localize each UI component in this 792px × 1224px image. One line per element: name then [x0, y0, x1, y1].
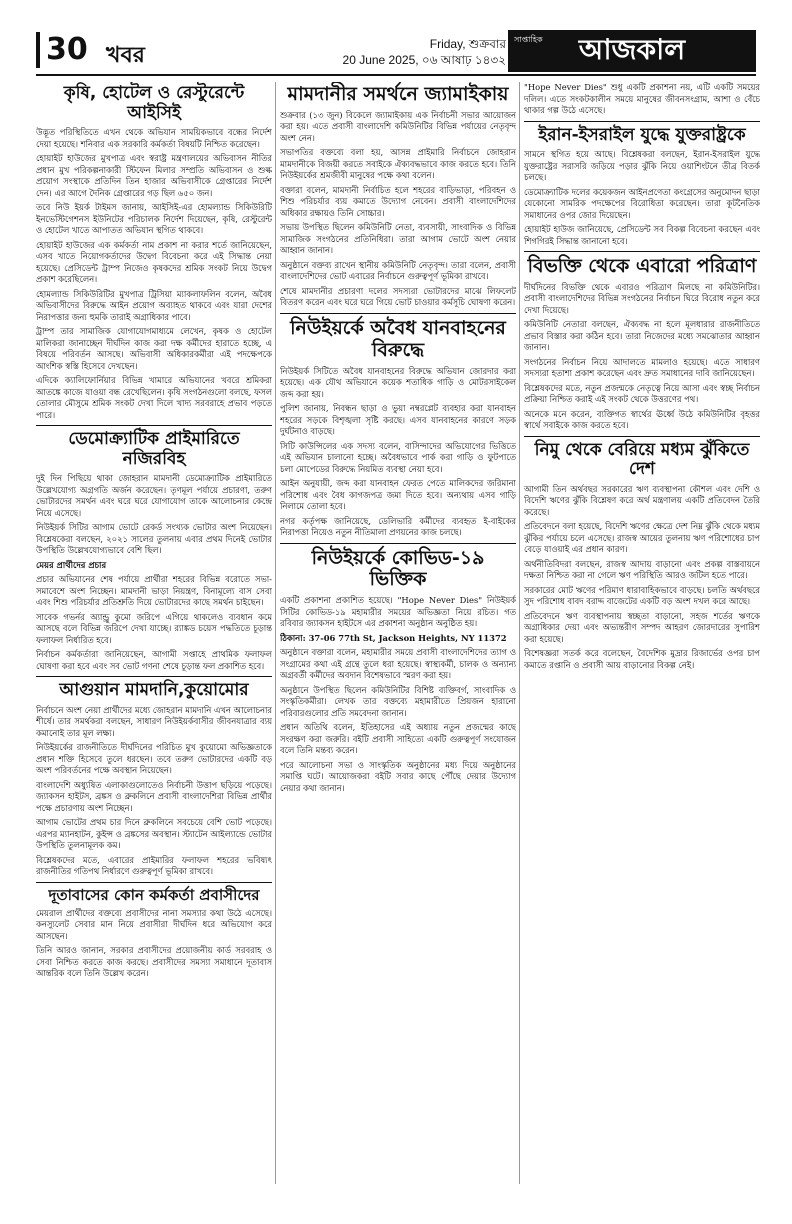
headline: ইরান-ইসরাইল যুদ্ধে যুক্তরাষ্ট্রকে — [538, 124, 746, 145]
column-divider — [519, 82, 520, 1184]
paragraph: শেষে মামদানীর প্রচারণা দলের সদস্যরা ভোটারদের মাঝে লিফলেট বিতরণ করেন এবং ঘরে ঘরে গিয়ে ভোট চাওয়ার কর্মসূচি ঘোষণা করেন। — [280, 285, 516, 308]
paragraph: সাবেক গভর্নর অ্যান্ড্রু কুমো জরিপে এগিয়ে থাকলেও ব্যবধান কমে আসছে বলে বিভিন্ন জরিপে দেখা যাচ্ছে। র‍্যাঙ্কড চয়েস পদ্ধতিতে চূড়ান্ত ফলাফল নির্ধারিত হবে। — [36, 611, 272, 645]
dateline — [343, 36, 506, 68]
paragraph: আইন অনুযায়ী, জব্দ করা যানবাহন ফেরত পেতে মালিকদের জরিমানা পরিশোধ এবং বৈধ কাগজপত্র জমা দিতে হবে। অন্যথায় এসব গাড়ি নিলামে তোলা হবে। — [280, 478, 516, 512]
paragraph: অনুষ্ঠানে বক্তারা বলেন, মহামারীর সময়ে প্রবাসী বাংলাদেশিদের ত্যাগ ও সংগ্রামের কথা এই গ্রন্থে তুলে ধরা হয়েছে। স্বাস্থ্যকর্মী, চালক ও অন্যান্য অগ্রবর্তী কর্মীদের অবদান বিশেষভাবে স্মরণ করা হয়। — [280, 647, 516, 681]
paragraph: নির্বাচনে অংশ নেয়া প্রার্থীদের মধ্যে জোহরান মামদানি এখন আলোচনার শীর্ষে। তার সমর্থকরা বলছেন, সাধারণ নিউইয়র্কবাসীর জীবনযাত্রার ব্যয় কমানোই তার মূল লক্ষ্য। — [36, 704, 272, 738]
paragraph: ডেমোক্র্যাটিক দলের কয়েকজন আইনপ্রণেতা কংগ্রেসের অনুমোদন ছাড়া যেকোনো সামরিক পদক্ষেপের বিরোধিতা করেছেন। তারা কূটনৈতিক সমাধানের ওপর জোর দিয়েছেন। — [524, 186, 760, 220]
divider — [524, 121, 760, 122]
paragraph: উদ্ভূত পরিস্থিতিতে এখন থেকে অভিযান সাময়িকভাবে বন্ধের নির্দেশ দেয়া হয়েছে। শনিবার এক সরকারি কর্মকর্তা বিষয়টি নিশ্চিত করেছেন। — [36, 127, 272, 149]
paragraph: আগামী তিন অর্থবছর সরকারের ঋণ ব্যবস্থাপনা কৌশল এবং দেশি ও বিদেশি ঋণের ঝুঁকি বিশ্লেষণ করে অর্থ মন্ত্রণালয় একটি প্রতিবেদন তৈরি করেছে। — [524, 483, 760, 517]
article-covid-book — [280, 548, 516, 795]
article-mamdani-cuomo — [36, 681, 272, 878]
paragraph: নিউইয়র্ক সিটিতে অবৈধ যানবাহনের বিরুদ্ধে অভিযান জোরদার করা হয়েছে। এক যৌথ অভিযানে কয়েক শতাধিক গাড়ি ও মোটরসাইকেল জব্দ করা হয়। — [280, 365, 516, 399]
paragraph: পরে আলোচনা সভা ও সাংস্কৃতিক অনুষ্ঠানের মধ্য দিয়ে অনুষ্ঠানের সমাপ্তি ঘটে। আয়োজকরা বইটি সবার কাছে পৌঁছে দেয়ার উদ্যোগ নেয়ার কথা জানান। — [280, 759, 516, 793]
issue-day: Friday, শুক্রবার — [429, 37, 506, 51]
paragraph: সরকারের মোট ঋণের পরিমাণ ধারাবাহিকভাবে বাড়ছে। চলতি অর্থবছরে সুদ পরিশোধ বাবদ বরাদ্দ বাজেটের একটি বড় অংশ দখল করে আছে। — [524, 584, 760, 607]
headline: আগুয়ান মামদানি,কুয়োমোর — [59, 680, 249, 701]
logo-tagline: সাপ্তাহিক — [514, 35, 543, 44]
divider — [280, 543, 516, 544]
paragraph: ট্রাম্প তার সামাজিক যোগাযোগমাধ্যমে লেখেন, কৃষক ও হোটেল মালিকরা জানাচ্ছেন দীর্ঘদিন কাজ করা দক্ষ কর্মীদের হারাতে হচ্ছে, এ বিষয়ে পরিবর্তন আসছে। অভিবাসী অধিকারকর্মীরা এই পদক্ষেপকে আংশিক স্বস্তি হিসেবে দেখছেন। — [36, 326, 272, 371]
paragraph: তবে নিউ ইয়র্ক টাইমস জানায়, আইসিই-এর হোমল্যান্ড সিকিউরিটি ইনভেস্টিগেশনস ইউনিটের পরিচালক নির্দেশ দিয়েছেন, কৃষি, রেস্টুরেন্ট ও হোটেল খাতে আপাতত অভিযান স্থগিত থাকবে। — [36, 202, 272, 236]
headline: নিউইয়র্কে অবৈধ যানবাহনের বিরুদ্ধে — [290, 316, 506, 361]
paragraph: নিউইয়র্কের রাজনীতিতে দীর্ঘদিনের পরিচিত মুখ কুয়োমো অভিজ্ঞতাকে প্রধান শক্তি হিসেবে তুলে ধরছেন। তবে তরুণ ভোটারদের একটি বড় অংশ পরিবর্তনের পক্ষে অবস্থান নিয়েছেন। — [36, 742, 272, 776]
column-divider — [275, 82, 276, 1184]
article-iran-israel — [524, 126, 760, 248]
page-number: 30 — [36, 32, 88, 68]
paragraph: আগাম ভোটের প্রথম চার দিনে ব্রুকলিনে সবচেয়ে বেশি ভোট পড়েছে। এরপর ম্যানহাটন, কুইন্স ও ব্রঙ্কসের অবস্থান। স্ট্যাটেন আইল্যান্ডে ভোটার উপস্থিতি তুলনামূলক কম। — [36, 817, 272, 851]
paragraph: নগর কর্তৃপক্ষ জানিয়েছে, ডেলিভারি কর্মীদের ব্যবহৃত ই-বাইকের নিরাপত্তা নিয়েও নতুন নীতিমালা প্রণয়নের কাজ চলছে। — [280, 515, 516, 538]
divider — [524, 436, 760, 437]
paragraph: দুই দিন পিছিয়ে থাকা জোহরান মামদানী ডেমোক্র্যাটিক প্রাইমারিতে উল্লেখযোগ্য অগ্রগতি অর্জন করেছেন। তৃণমূল পর্যায়ে প্রচারণা, তরুণ ভোটারদের সমর্থন এবং ঘরে ঘরে যোগাযোগ তাকে আলোচনার কেন্দ্রে নিয়ে এসেছে। — [36, 473, 272, 518]
divider — [524, 251, 760, 252]
paragraph: সিটি কাউন্সিলের এক সদস্য বলেন, বাসিন্দাদের অভিযোগের ভিত্তিতে এই অভিযান চালানো হচ্ছে। অবৈধভাবে পার্ক করা গাড়ি ও ফুটপাতে চলা মোপেডের বিরুদ্ধে নিয়মিত ব্যবস্থা নেয়া হবে। — [280, 440, 516, 474]
column-1 — [36, 82, 272, 1184]
paragraph: হোয়াইট হাউজের মুখপাত্র এবং স্বরাষ্ট্র মন্ত্রণালয়ের অভিবাসন নীতির প্রধান মুখ পরিকল্পনাকারী স্টিফেন মিলার সম্প্রতি অভিবাসন ও শুল্ক প্রয়োগ সংস্থাকে প্রতিদিন তিন হাজার অভিবাসীকে গ্রেপ্তারের নির্দেশ দেন। এর আগে দৈনিক গ্রেপ্তারের গড় ছিল ৬৫০ জন। — [36, 153, 272, 198]
article-embassy — [36, 887, 272, 980]
article-continued — [524, 82, 760, 117]
headline: দূতাবাসের কোন কর্মকর্তা প্রবাসীদের — [48, 885, 260, 904]
paragraph: প্রতিবেদনে ঋণ ব্যবস্থাপনায় স্বচ্ছতা বাড়ানো, সহজ শর্তের ঋণকে অগ্রাধিকার দেয়া এবং অভ্যন্তরীণ সম্পদ আহরণ জোরদারের সুপারিশ করা হয়েছে। — [524, 610, 760, 644]
paragraph: "Hope Never Dies" শুধু একটি প্রকাশনা নয়, এটি একটি সময়ের দলিল। এতে সংকটকালীন সময়ে মানুষের জীবনসংগ্রাম, আশা ও বেঁচে থাকার গল্প উঠে এসেছে। — [524, 82, 760, 115]
paragraph: অনেকে মনে করেন, ব্যক্তিগত স্বার্থের ঊর্ধ্বে উঠে কমিউনিটির বৃহত্তর স্বার্থে সবাইকে কাজ করতে হবে। — [524, 408, 760, 431]
headline: ডেমোক্র্যাটিক প্রাইমারিতে নজিরবিহ — [68, 429, 240, 469]
newspaper-logo — [508, 30, 756, 72]
article-jamaica-rally — [280, 84, 516, 309]
paragraph: বিশ্লেষকদের মতে, নতুন প্রজন্মকে নেতৃত্বে নিয়ে আসা এবং স্বচ্ছ নির্বাচন প্রক্রিয়া নিশ্চিত করাই এই সংকট থেকে উত্তরণের পথ। — [524, 382, 760, 405]
paragraph: মেয়রাল প্রার্থীদের বক্তব্যে প্রবাসীদের নানা সমস্যার কথা উঠে এসেছে। কনস্যুলেট সেবার মান নিয়ে প্রবাসীরা দীর্ঘদিন ধরে অভিযোগ করে আসছেন। — [36, 907, 272, 941]
article-primary — [36, 430, 272, 672]
article-debt-risk — [524, 441, 760, 672]
paragraph: বিশ্লেষকদের মতে, এবারের প্রাইমারির ফলাফল শহরের ভবিষ্যৎ রাজনীতির গতিপথ নির্ধারণে গুরুত্বপূর্ণ ভূমিকা রাখবে। — [36, 854, 272, 877]
paragraph: তিনি আরও জানান, সরকার প্রবাসীদের প্রয়োজনীয় কার্ড সরবরাহ ও সেবা নিশ্চিত করতে কাজ করছে। প্রবাসীদের সমস্যা সমাধানে দূতাবাস আন্তরিক বলে তিনি উল্লেখ করেন। — [36, 945, 272, 979]
paragraph: সভায় উপস্থিত ছিলেন কমিউনিটি নেতা, ব্যবসায়ী, সাংবাদিক ও বিভিন্ন সামাজিক সংগঠনের প্রতিনিধিরা। তারা আগাম ভোটে অংশ নেয়ার আহ্বান জানান। — [280, 222, 516, 256]
paragraph: বক্তারা বলেন, মামদানী নির্বাচিত হলে শহরের বাড়িভাড়া, পরিবহন ও শিশু পরিচর্যার ব্যয় কমাতে উদ্যোগ নেবেন। প্রবাসী বাংলাদেশিদের অধিকার রক্ষায়ও তিনি সোচ্চার। — [280, 184, 516, 218]
headline: নিউইয়র্কে কোভিড-১৯ ভিক্তিক — [311, 546, 485, 591]
paragraph: দীর্ঘদিনের বিভক্তি থেকে এবারও পরিত্রাণ মিলছে না কমিউনিটির। প্রবাসী বাংলাদেশিদের বিভিন্ন সংগঠনের নির্বাচন ঘিরে বিরোধ নতুন করে দেখা দিয়েছে। — [524, 281, 760, 315]
paragraph: প্রচার অভিযানের শেষ পর্যায়ে প্রার্থীরা শহরের বিভিন্ন বরোতে সভা-সমাবেশে অংশ নিচ্ছেন। মামদানী ভাড়া নিয়ন্ত্রণ, বিনামূল্যে বাস সেবা এবং শিশু পরিচর্যার প্রতিশ্রুতি দিয়ে ভোটারদের কাছে সমর্থন চাইছেন। — [36, 574, 272, 608]
paragraph: নির্বাচন কর্মকর্তারা জানিয়েছেন, আগামী সপ্তাহে প্রাথমিক ফলাফল ঘোষণা করা হবে এবং সব ভোট গণনা শেষে চূড়ান্ত ফল প্রকাশিত হবে। — [36, 649, 272, 671]
article-division — [524, 256, 760, 432]
paragraph: বিশেষজ্ঞরা সতর্ক করে বলেছেন, বৈদেশিক মুদ্রার রিজার্ভের ওপর চাপ কমাতে রপ্তানি ও প্রবাসী আয় বাড়ানোর বিকল্প নেই। — [524, 648, 760, 670]
divider — [280, 313, 516, 314]
paragraph: হোমল্যান্ড সিকিউরিটির মুখপাত্র ট্রিসিয়া ম্যাকলাফলিন বলেন, অবৈধ অভিবাসীদের বিরুদ্ধে আইন প্রয়োগ অব্যাহত থাকবে এবং যারা দেশের নিরাপত্তার জন্য হুমকি তারাই অগ্রাধিকার পাবে। — [36, 288, 272, 322]
paragraph: হোয়াইট হাউজ জানিয়েছে, প্রেসিডেন্ট সব বিকল্প বিবেচনা করছেন এবং শিগগিরই সিদ্ধান্ত জানানো হবে। — [524, 224, 760, 246]
logo-text: আজকাল — [578, 32, 686, 66]
article-ice — [36, 84, 272, 421]
paragraph: অনুষ্ঠানে বক্তব্য রাখেন স্থানীয় কমিউনিটি নেতৃবৃন্দ। তারা বলেন, প্রবাসী বাংলাদেশিদের ভোট এবারের নির্বাচনে গুরুত্বপূর্ণ ভূমিকা রাখবে। — [280, 259, 516, 282]
paragraph: হোয়াইট হাউজের এক কর্মকর্তা নাম প্রকাশ না করার শর্তে জানিয়েছেন, এসব খাতে নিয়োগকর্তাদের উদ্বেগ বিবেচনা করে এই সিদ্ধান্ত নেয়া হয়েছে। প্রেসিডেন্ট ট্রাম্প নিজেও কৃষকদের শ্রমিক সংকট নিয়ে উদ্বেগ প্রকাশ করেছিলেন। — [36, 239, 272, 285]
article-illegal-vehicles — [280, 318, 516, 539]
paragraph: অর্থনীতিবিদরা বলছেন, রাজস্ব আদায় বাড়ানো এবং প্রকল্প বাস্তবায়নে দক্ষতা নিশ্চিত করা না গেলে ঋণ পরিস্থিতি আরও জটিল হতে পারে। — [524, 558, 760, 581]
divider — [36, 425, 272, 426]
subheading: মেয়র প্রার্থীদের প্রচার — [36, 559, 107, 570]
paragraph: এদিকে ক্যালিফোর্নিয়ার বিভিন্ন খামারে অভিযানের খবরে শ্রমিকরা আতঙ্কে কাজে যাওয়া বন্ধ রেখেছিলেন। কৃষি সংগঠনগুলো বলছে, ফসল তোলার মৌসুমে শ্রমিক সংকট দেখা দিলে খাদ্য সরবরাহে প্রভাব পড়তে পারে। — [36, 375, 272, 420]
issue-date: 20 June 2025, ০৬ আষাঢ় ১৪৩২ — [342, 53, 506, 67]
paragraph: কমিউনিটি নেতারা বলছেন, ঐক্যবদ্ধ না হলে মূলধারার রাজনীতিতে প্রভাব বিস্তার করা কঠিন হবে। তারা নিজেদের মধ্যে সমঝোতার আহ্বান জানান। — [524, 319, 760, 353]
headline: কৃষি, হোটেল ও রেস্টুরেন্টে আইসিই — [63, 83, 245, 123]
paragraph: সংগঠনের নির্বাচন নিয়ে আদালতে মামলাও হয়েছে। এতে সাধারণ সদস্যরা হতাশা প্রকাশ করেছেন এবং দ্রুত সমাধানের দাবি জানিয়েছেন। — [524, 356, 760, 379]
headline: নিমু থেকে বেরিয়ে মধ্যম ঝুঁকিতে দেশ — [534, 439, 750, 480]
headline: মামদানীর সমর্থনে জ্যামাইকায় — [287, 83, 509, 105]
paragraph: প্রধান অতিথি বলেন, ইতিহাসের এই অধ্যায় নতুন প্রজন্মের কাছে সংরক্ষণ করা জরুরি। বইটি প্রবাসী সাহিত্যে একটি গুরুত্বপূর্ণ সংযোজন বলে তিনি মন্তব্য করেন। — [280, 722, 516, 756]
paragraph: প্রতিবেদনে বলা হয়েছে, বিদেশি ঋণের ক্ষেত্রে দেশ নিম্ন ঝুঁকি থেকে মধ্যম ঝুঁকির পর্যায়ে চলে এসেছে। রাজস্ব আয়ের তুলনায় ঋণ পরিশোধের চাপ বেড়ে যাওয়াই এর প্রধান কারণ। — [524, 521, 760, 555]
paragraph: একটি প্রকাশনা প্রকাশিত হয়েছে। "Hope Never Dies" নিউইয়র্ক সিটির কোভিড-১৯ মহামারীর সময়ের অভিজ্ঞতা নিয়ে রচিত। গত রবিবার জ্যাকসন হাইটসে এর প্রকাশনা অনুষ্ঠান অনুষ্ঠিত হয়। — [280, 595, 516, 629]
paragraph: বাংলাদেশি অধ্যুষিত এলাকাগুলোতেও নির্বাচনী উত্তাপ ছড়িয়ে পড়েছে। জ্যাকসন হাইটস, ব্রঙ্কস ও ব্রুকলিনে প্রবাসী বাংলাদেশিরা বিভিন্ন প্রার্থীর পক্ষে প্রচারণায় অংশ নিচ্ছেন। — [36, 779, 272, 813]
paragraph: সভাপতির বক্তব্যে বলা হয়, আসন্ন প্রাইমারি নির্বাচনে জোহরান মামদানীকে বিজয়ী করতে সবাইকে ঐক্যবদ্ধভাবে কাজ করতে হবে। তিনি নিউইয়র্কের শ্রমজীবী মানুষের পক্ষে কথা বলেন। — [280, 147, 516, 181]
divider — [36, 676, 272, 677]
paragraph: সামনে স্থগিত হয়ে আছে। বিশ্লেষকরা বলছেন, ইরান-ইসরাইল যুদ্ধে যুক্তরাষ্ট্রের সরাসরি জড়িয়ে পড়ার ঝুঁকি নিয়ে ওয়াশিংটনে তীব্র বিতর্ক চলছে। — [524, 149, 760, 183]
address: ঠিকানা: 37-06 77th St, Jackson Heights, NY 11372 — [280, 632, 507, 643]
section-name: খবর — [106, 43, 145, 68]
masthead — [36, 30, 756, 76]
paragraph: অনুষ্ঠানে উপস্থিত ছিলেন কমিউনিটির বিশিষ্ট ব্যক্তিবর্গ, সাংবাদিক ও সংস্কৃতিকর্মীরা। লেখক তার বক্তব্যে মহামারীতে প্রিয়জন হারানো পরিবারগুলোর প্রতি সমবেদনা জানান। — [280, 684, 516, 718]
paragraph: পুলিশ জানায়, নিবন্ধন ছাড়া ও ভুয়া নম্বরপ্লেট ব্যবহার করা যানবাহন শহরের সড়কে বিশৃঙ্খলা সৃষ্টি করছে। এসব যানবাহনের কারণে সড়ক দুর্ঘটনাও বাড়ছে। — [280, 403, 516, 437]
paragraph: নিউইয়র্ক সিটির আগাম ভোটে রেকর্ড সংখ্যক ভোটার অংশ নিয়েছেন। বিশ্লেষকেরা বলছেন, ২০২১ সালের তুলনায় এবার প্রথম দিনেই ভোটার উপস্থিতি উল্লেখযোগ্যভাবে বেশি ছিল। — [36, 522, 272, 556]
column-2 — [280, 82, 516, 1184]
divider — [36, 882, 272, 883]
column-3 — [524, 82, 760, 1184]
paragraph: শুক্রবার (১৩ জুন) বিকেলে জ্যামাইকায় এক নির্বাচনী সভার আয়োজন করা হয়। এতে প্রবাসী বাংলাদেশি কমিউনিটির বিভিন্ন পর্যায়ের নেতৃবৃন্দ অংশ নেন। — [280, 109, 516, 143]
headline: বিভক্তি থেকে এবারো পরিত্রাণ — [527, 255, 757, 278]
